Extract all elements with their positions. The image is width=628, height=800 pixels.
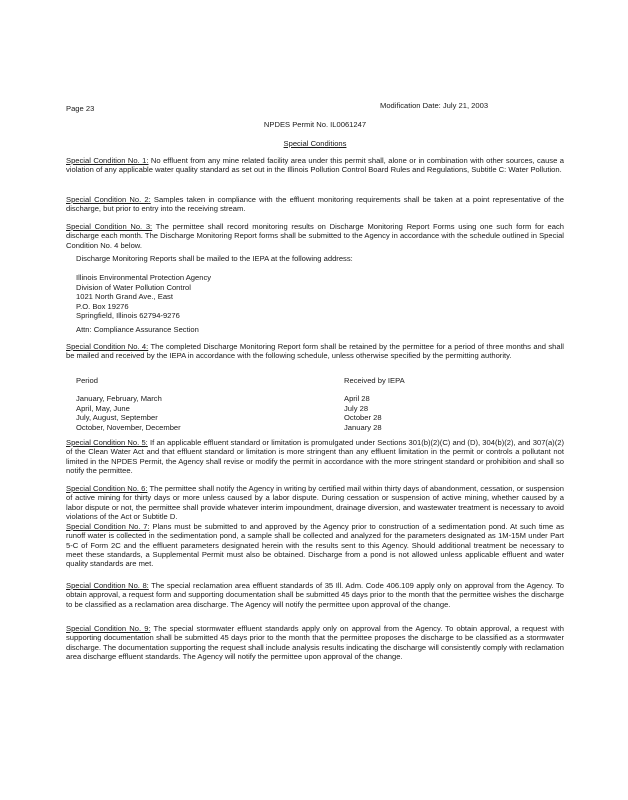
special-condition-3 [66, 222, 564, 250]
section-title: Special Conditions [283, 139, 347, 148]
condition-label: Special Condition No. 8: [66, 581, 149, 590]
address-line: P.O. Box 19276 [76, 301, 129, 311]
schedule-period: July, August, September [76, 413, 158, 423]
special-condition-8 [66, 581, 564, 609]
schedule-header [76, 376, 496, 386]
address-line: 1021 North Grand Ave., East [76, 292, 173, 302]
condition-text: If an applicable effluent standard or limitation is promulgated under Sections 301(b)(2)(C) and (D), 304(b)(2), and 307(a)(2) of the Clean Water Act and that effluent standard or limitation is more stringent than any effluent limitation in the permit or controls a pollutant not limited in the NPDES Permit, the Agency shall revise or modify the permit in accordance with the more stringent standard or prohibition and shall so notify the permittee. [66, 438, 564, 475]
schedule-row [76, 394, 496, 404]
special-condition-2 [66, 195, 564, 214]
schedule-received: April 28 [344, 394, 370, 403]
condition-text: The permittee shall record monitoring results on Discharge Monitoring Report Forms using one such form for each discharge each month. The Discharge Monitoring Report forms shall be submitted to the Agency in accordance with the schedule outlined in Special Condition No. 4 below. [66, 222, 564, 250]
schedule-row [76, 404, 496, 414]
schedule-received: July 28 [344, 403, 369, 413]
schedule-received: October 28 [344, 413, 382, 423]
condition-text: The special reclamation area effluent standards of 35 Ill. Adm. Code 406.109 apply only on approval from the Agency. To obtain approval, a request form and supporting documentation shall be submitted 45 days prior to the month that the permittee wishes the discharge to be classified as a reclamation area discharge. The Agency will notify the permittee upon approval of the change. [66, 581, 564, 609]
condition-text: Samples taken in compliance with the effluent monitoring requirements shall be taken at a point representative of the discharge, but prior to entry into the receiving stream. [66, 195, 564, 214]
mailing-instruction: Discharge Monitoring Reports shall be mailed to the IEPA at the following address: [76, 254, 353, 263]
received-column-header: Received by IEPA [344, 376, 405, 385]
schedule-period: January, February, March [76, 394, 162, 403]
schedule-row [76, 413, 496, 423]
condition-label: Special Condition No. 1: [66, 156, 149, 165]
permit-number: NPDES Permit No. IL0061247 [263, 120, 367, 129]
schedule-received: January 28 [344, 422, 382, 432]
special-condition-6 [66, 484, 564, 521]
condition-label: Special Condition No. 9: [66, 624, 151, 633]
condition-text: The completed Discharge Monitoring Report form shall be retained by the permittee for a period of three months and shall be mailed and received by the IEPA in accordance with the following schedule, unless otherwise specified by the permitting authority. [66, 342, 564, 361]
address-line: Springfield, Illinois 62794-9276 [76, 311, 180, 321]
address-line: Division of Water Pollution Control [76, 282, 191, 292]
condition-text: The permittee shall notify the Agency in writing by certified mail within thirty days of abandonment, cessation, or suspension of active mining for thirty days or more unless caused by a labor dispute. During cessation or suspension of active mining, whether caused by a labor dispute or not, the permittee shall provide whatever interim impoundment, drainage diversion, and wastewater treatment is necessary to avoid violations of the Act or Subtitle D. [66, 484, 564, 521]
condition-label: Special Condition No. 3: [66, 222, 153, 231]
condition-label: Special Condition No. 7: [66, 522, 150, 531]
special-condition-9 [66, 624, 564, 661]
special-condition-5 [66, 438, 564, 475]
condition-text: Plans must be submitted to and approved by the Agency prior to construction of a sedimentation pond. At such time as runoff water is collected in the sedimentation pond, a sample shall be collected and analyzed for the parameters designated as 1M-15M under Part 5-C of Form 2C and the effluent parameters designated herein with the results sent to this Agency. Should additional treatment be necessary to meet these standards, a Supplemental Permit must also be obtained. Discharge from a pond is not allowed unless applicable effluent and water quality standards are met. [66, 522, 564, 569]
condition-label: Special Condition No. 5: [66, 438, 148, 447]
special-condition-7 [66, 522, 564, 568]
schedule-period: October, November, December [76, 422, 181, 432]
attention-line: Attn: Compliance Assurance Section [76, 325, 199, 334]
modification-date: Modification Date: July 21, 2003 [380, 101, 489, 110]
period-column-header: Period [76, 376, 98, 385]
condition-text: No effluent from any mine related facility area under this permit shall, alone or in combination with other sources, cause a violation of any applicable water quality standard as set out in the Illinois Pollution Control Board Rules and Regulations, Subtitle C: Water Pollution. [66, 156, 564, 175]
condition-label: Special Condition No. 2: [66, 195, 151, 204]
special-condition-4 [66, 342, 564, 361]
schedule-period: April, May, June [76, 403, 130, 413]
condition-label: Special Condition No. 6: [66, 484, 148, 493]
page-number: Page 23 [66, 104, 95, 113]
condition-label: Special Condition No. 4: [66, 342, 149, 351]
mailing-address [76, 273, 211, 321]
special-condition-1 [66, 156, 564, 175]
address-line: Illinois Environmental Protection Agency [76, 273, 212, 282]
condition-text: The special stormwater effluent standards apply only on approval from the Agency. To obtain approval, a request with supporting documentation shall be submitted 45 days prior to the month that the permittee proposes the discharge to be classified as a stormwater discharge. The documentation supporting the request shall include analysis results indicating the discharge will consistently comply with reclamation area discharge effluent standards. The Agency will notify the permittee upon approval of the change. [66, 624, 564, 661]
schedule-row [76, 423, 496, 433]
